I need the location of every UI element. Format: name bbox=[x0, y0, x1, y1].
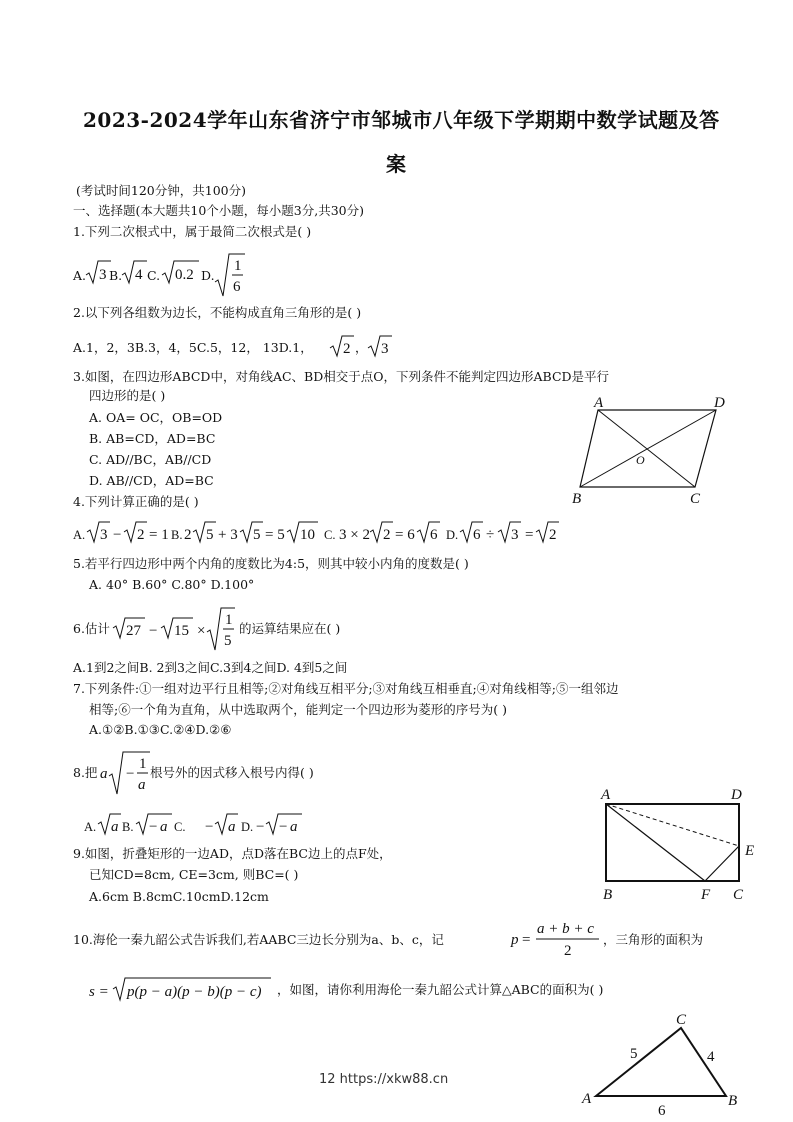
svg-text:−: − bbox=[113, 527, 122, 543]
svg-text:s =: s = bbox=[89, 984, 109, 1000]
svg-text:a: a bbox=[138, 777, 146, 793]
svg-text:A.: A. bbox=[73, 528, 86, 542]
svg-text:10: 10 bbox=[300, 527, 315, 543]
svg-text:1: 1 bbox=[139, 756, 147, 772]
question-2-options bbox=[73, 334, 403, 360]
svg-text:1: 1 bbox=[225, 612, 233, 628]
radicand: 2 bbox=[343, 341, 351, 357]
p-formula bbox=[511, 916, 607, 964]
side-length-bc: 4 bbox=[707, 1049, 715, 1065]
denominator: 6 bbox=[233, 279, 241, 295]
question-4-options bbox=[73, 520, 573, 548]
heron-formula bbox=[89, 976, 274, 1004]
point-label-f: F bbox=[701, 887, 711, 903]
triangle-figure bbox=[570, 1008, 750, 1118]
svg-text:a + b + c: a + b + c bbox=[537, 921, 594, 937]
section-heading: 一、选择题(本大题共10个小题，每小题3分,共30分) bbox=[73, 203, 364, 218]
question-3-option: D. AB//CD，AD=BC bbox=[89, 473, 214, 488]
svg-text:= 6: = 6 bbox=[395, 527, 415, 543]
point-label-b: B bbox=[572, 491, 582, 507]
numerator: 1 bbox=[234, 258, 242, 274]
options-text: A.1，2，3B.3，4，5C.5，12， 13D.1， bbox=[73, 340, 313, 355]
svg-text:27: 27 bbox=[126, 623, 141, 639]
svg-text:÷: ÷ bbox=[486, 527, 495, 543]
svg-text:3: 3 bbox=[100, 527, 108, 543]
svg-text:D.: D. bbox=[446, 528, 459, 542]
question-3-stem-continued: 四边形的是( ) bbox=[89, 388, 166, 403]
point-label-a: A bbox=[594, 395, 604, 411]
option-label: D. bbox=[201, 268, 215, 283]
svg-text:6: 6 bbox=[430, 527, 438, 543]
question-3-option: A. OA= OC，OB=OD bbox=[89, 410, 223, 425]
question-9-options: A.6cm B.8cmC.10cmD.12cm bbox=[89, 889, 269, 904]
svg-text:p: p bbox=[511, 932, 519, 948]
page-title-continued: 案 bbox=[386, 152, 407, 176]
svg-text:6: 6 bbox=[473, 527, 481, 543]
svg-text:a: a bbox=[111, 819, 119, 835]
option-label: A. bbox=[73, 268, 87, 283]
question-6-options: A.1到2之间B. 2到3之间C.3到4之间D. 4到5之间 bbox=[73, 660, 348, 675]
question-7-stem-continued: 相等;⑥一个角为直角，从中选取两个，能判定一个四边形为菱形的序号为( ) bbox=[89, 702, 507, 717]
svg-text:5: 5 bbox=[253, 527, 261, 543]
svg-text:15: 15 bbox=[174, 623, 189, 639]
point-label-a: A bbox=[582, 1091, 592, 1107]
question-9-stem: 9.如图，折叠矩形的一边AD，点D落在BC边上的点F处， bbox=[73, 846, 392, 861]
question-3-stem: 3.如图，在四边形ABCD中，对角线AC、BD相交于点O，下列条件不能判定四边形ABCD是平行 bbox=[73, 369, 610, 384]
side-length-ab: 6 bbox=[658, 1103, 666, 1118]
question-9-stem-continued: 已知CD=8cm, CE=3cm, 则BC=( ) bbox=[89, 867, 299, 882]
point-label-c: C bbox=[690, 491, 701, 507]
page-title: 2023-2024学年山东省济宁市邹城市八年级下学期期中数学试题及答 bbox=[83, 108, 720, 132]
side-length-ac: 5 bbox=[630, 1046, 638, 1062]
separator: ， bbox=[355, 340, 368, 355]
svg-text:2: 2 bbox=[383, 527, 391, 543]
question-10-formula-line: s = p(p − a)(p − b)(p − c) ，如图，请你利用海伦一秦九韶公式计算△ABC的面积为( ) bbox=[89, 976, 729, 1004]
question-4-stem: 4.下列计算正确的是( ) bbox=[73, 494, 199, 509]
svg-text:×: × bbox=[197, 623, 206, 639]
svg-text:2: 2 bbox=[564, 943, 572, 959]
svg-text:−: − bbox=[205, 819, 214, 835]
svg-text:a: a bbox=[100, 766, 108, 782]
svg-text:B.: B. bbox=[122, 820, 134, 834]
question-7-stem: 7.下列条件:①一组对边平行且相等;②对角线互相平分;③对角线互相垂直;④对角线相等;⑤一组邻边 bbox=[73, 681, 619, 696]
page-footer: 12 https://xkw88.cn bbox=[319, 1072, 449, 1087]
point-label-b: B bbox=[603, 887, 613, 903]
point-label-d: D bbox=[714, 395, 725, 411]
svg-text:D.: D. bbox=[241, 820, 254, 834]
question-5-options: A. 40° B.60° C.80° D.100° bbox=[89, 577, 255, 592]
question-3-option: B. AB=CD，AD=BC bbox=[89, 431, 216, 446]
point-label-a: A bbox=[601, 787, 611, 803]
svg-text:2: 2 bbox=[137, 527, 145, 543]
question-5-stem: 5.若平行四边形中两个内角的度数比为4:5，则其中较小内角的度数是( ) bbox=[73, 556, 469, 571]
svg-text:3: 3 bbox=[511, 527, 519, 543]
option-label: C. bbox=[147, 268, 161, 283]
svg-text:3 × 2: 3 × 2 bbox=[339, 527, 370, 543]
svg-text:+ 3: + 3 bbox=[218, 527, 238, 543]
svg-text:C.: C. bbox=[324, 528, 336, 542]
radicand: 0.2 bbox=[175, 267, 194, 283]
point-label-d: D bbox=[731, 787, 742, 803]
question-10-stem: 10.海伦一秦九韶公式告诉我们,若AABC三边长分别为a、b、c，记 p = a + b + c 2 ，三角形的面积为 bbox=[73, 916, 763, 964]
svg-text:2: 2 bbox=[184, 527, 192, 543]
point-label-e: E bbox=[745, 843, 755, 859]
question-8-options bbox=[84, 812, 324, 838]
question-2-stem: 2.以下列各组数为边长，不能构成直角三角形的是( ) bbox=[73, 305, 362, 320]
question-7-options: A.①②B.①③C.②④D.②⑥ bbox=[89, 722, 232, 737]
svg-text:a: a bbox=[160, 819, 168, 835]
svg-text:= 1: = 1 bbox=[149, 527, 169, 543]
question-8-stem: 8.把 a − 1 a 根号外的因式移入根号内得( ) bbox=[73, 748, 403, 796]
svg-text:−: − bbox=[126, 766, 135, 782]
radicand: 4 bbox=[135, 267, 143, 283]
svg-text:C.: C. bbox=[174, 820, 186, 834]
radical-fraction bbox=[215, 252, 245, 298]
point-label-b: B bbox=[728, 1093, 738, 1109]
radicand: 3 bbox=[99, 267, 107, 283]
radicand: 3 bbox=[381, 341, 389, 357]
point-label-c: C bbox=[733, 887, 744, 903]
rectangle-fold-figure bbox=[590, 780, 770, 905]
radical-expression bbox=[122, 258, 147, 286]
svg-text:B.: B. bbox=[171, 528, 183, 542]
svg-text:2: 2 bbox=[549, 527, 557, 543]
svg-text:= 5: = 5 bbox=[265, 527, 285, 543]
svg-text:a: a bbox=[290, 819, 298, 835]
svg-text:=: = bbox=[522, 932, 531, 948]
svg-text:−: − bbox=[279, 819, 288, 835]
radical-expression bbox=[330, 334, 354, 358]
parallelogram-figure bbox=[560, 390, 750, 510]
radical-expression bbox=[162, 258, 200, 286]
svg-text:p(p − a)(p − b)(p − c): p(p − a)(p − b)(p − c) bbox=[127, 984, 262, 1000]
question-1-stem: 1.下列二次根式中，属于最简二次根式是( ) bbox=[73, 224, 312, 239]
question-3-option: C. AD//BC，AB//CD bbox=[89, 452, 212, 467]
question-1-options bbox=[73, 258, 273, 298]
svg-text:−: − bbox=[256, 819, 265, 835]
question-6-expression bbox=[113, 604, 233, 652]
svg-text:A.: A. bbox=[84, 820, 97, 834]
point-label-c: C bbox=[676, 1012, 687, 1028]
question-8-expression bbox=[100, 748, 152, 796]
svg-text:a: a bbox=[228, 819, 236, 835]
point-label-o: O bbox=[636, 453, 645, 467]
radical-expression bbox=[368, 334, 392, 358]
svg-text:−: − bbox=[149, 623, 158, 639]
svg-text:5: 5 bbox=[206, 527, 214, 543]
radical-expression bbox=[86, 258, 111, 286]
question-6-stem: 6.估计 27 − 15 × 1 5 的运算结果应在( ) bbox=[73, 604, 473, 652]
svg-text:5: 5 bbox=[224, 633, 232, 649]
option-label: B. bbox=[109, 268, 123, 283]
exam-info: (考试时间120分钟，共100分) bbox=[76, 183, 246, 198]
svg-text:=: = bbox=[525, 527, 534, 543]
svg-text:−: − bbox=[149, 819, 158, 835]
